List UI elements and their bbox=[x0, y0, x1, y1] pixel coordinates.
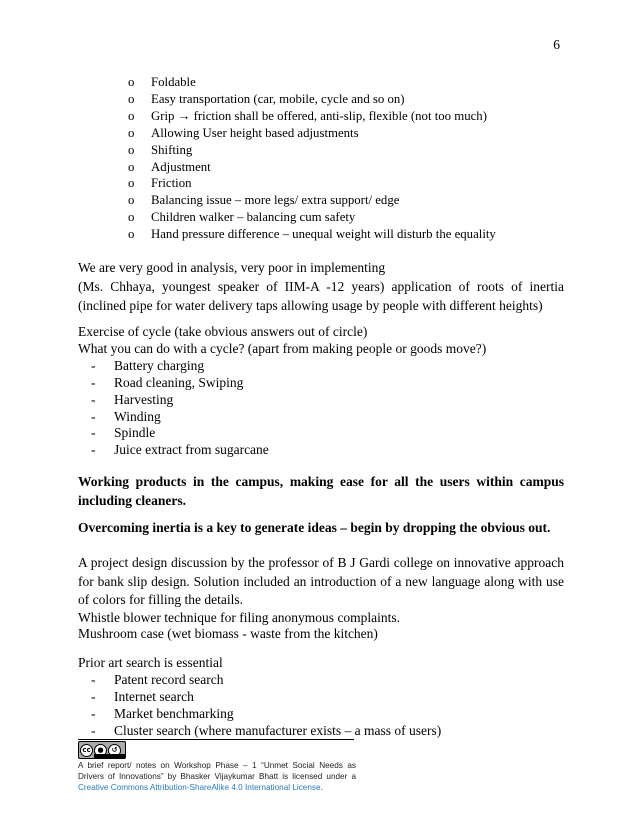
prior-art-list-item bbox=[78, 689, 564, 706]
bullet-item bbox=[128, 125, 568, 142]
bullet-text: Allowing User height based adjustments bbox=[151, 125, 359, 140]
cc-icon: cc bbox=[80, 744, 93, 757]
list-marker: o bbox=[128, 125, 135, 140]
bullet-item bbox=[128, 159, 568, 176]
list-marker: o bbox=[128, 75, 135, 89]
list-marker: o bbox=[128, 176, 135, 191]
cycle-list-text: Juice extract from sugarcane bbox=[114, 442, 269, 458]
prior-art-list-item bbox=[78, 723, 564, 740]
list-marker: o bbox=[128, 193, 135, 208]
whistle-blower-text: Whistle blower technique for filing anonymous complaints. bbox=[78, 609, 401, 625]
bullet-text: Foldable bbox=[151, 75, 196, 89]
bullet-text: Easy transportation (car, mobile, cycle and so on) bbox=[151, 91, 405, 106]
cycle-list bbox=[78, 358, 564, 459]
prior-art-list-text: Patent record search bbox=[114, 671, 224, 687]
footer-text: A brief report/ notes on Workshop Phase – 1 “Unmet Social Needs as Drivers of Innovations” by Bhasker Vijaykumar Bhatt is licensed under a bbox=[78, 761, 356, 781]
bullet-list bbox=[128, 74, 568, 243]
paragraph-line: We are very good in analysis, very poor in implementing bbox=[78, 260, 386, 275]
list-marker: - bbox=[91, 671, 96, 687]
by-icon: ● bbox=[94, 744, 107, 757]
bullet-text: Shifting bbox=[151, 142, 193, 157]
list-marker: - bbox=[91, 705, 96, 721]
list-marker: o bbox=[128, 91, 135, 106]
list-marker: - bbox=[91, 391, 96, 407]
list-marker: - bbox=[91, 357, 96, 373]
cycle-list-text: Road cleaning, Swiping bbox=[114, 374, 244, 390]
list-marker: o bbox=[128, 142, 135, 157]
prior-art-list-text: Internet search bbox=[114, 688, 194, 704]
prior-art-section bbox=[78, 655, 564, 740]
cycle-list-text: Battery charging bbox=[114, 357, 205, 373]
paragraph-line: (Ms. Chhaya, youngest speaker of IIM-A -12 years) application of roots of inertia (inclined pipe for water delivery taps allowing usage by people with different heights) bbox=[78, 278, 564, 313]
cycle-list-item bbox=[78, 392, 564, 409]
list-marker: o bbox=[128, 227, 135, 242]
list-marker: o bbox=[128, 210, 135, 225]
list-marker: - bbox=[91, 425, 96, 441]
bullet-item bbox=[128, 74, 568, 91]
list-marker: - bbox=[91, 408, 96, 424]
bullet-item bbox=[128, 192, 568, 209]
list-marker: - bbox=[91, 374, 96, 390]
bold-statement-campus: Working products in the campus, making ease for all the users within campus including cleaners. bbox=[78, 474, 564, 508]
cycle-list-text: Harvesting bbox=[114, 391, 174, 407]
cycle-list-item bbox=[78, 409, 564, 426]
bullet-text: Balancing issue – more legs/ extra support/ edge bbox=[151, 193, 400, 208]
bold-statement-inertia: Overcoming inertia is a key to generate ideas – begin by dropping the obvious out. bbox=[78, 520, 551, 535]
license-footer: A brief report/ notes on Workshop Phase – 1 “Unmet Social Needs as Drivers of Innovations” by Bhasker Vijaykumar Bhatt is licensed under a Creative Commons Attribution-ShareAlike 4.0 International License. bbox=[78, 761, 356, 792]
bullet-item bbox=[128, 209, 568, 226]
prior-art-list-text: Market benchmarking bbox=[114, 705, 234, 721]
bullet-text: Friction bbox=[151, 176, 192, 191]
bank-slip-text: A project design discussion by the professor of B J Gardi college on innovative approach for bank slip design. Solution included an introduction of a new language along with use of colors for filling the details. bbox=[78, 555, 564, 607]
paragraph-bank-slip bbox=[78, 554, 564, 643]
bullet-item bbox=[128, 226, 568, 243]
bullet-item bbox=[128, 108, 568, 125]
cycle-question: What you can do with a cycle? (apart from making people or goods move?) bbox=[78, 340, 487, 356]
prior-art-list-item bbox=[78, 672, 564, 689]
prior-art-list bbox=[78, 672, 564, 740]
prior-art-title: Prior art search is essential bbox=[78, 655, 223, 670]
license-link[interactable]: Creative Commons Attribution-ShareAlike 4.0 International License bbox=[78, 783, 321, 792]
prior-art-list-text: Cluster search (where manufacturer exists – a mass of users) bbox=[114, 722, 442, 738]
prior-art-list-item bbox=[78, 706, 564, 723]
cc-license-badge[interactable] bbox=[78, 741, 126, 759]
cycle-list-item bbox=[78, 358, 564, 375]
list-marker: - bbox=[91, 722, 96, 738]
mushroom-text: Mushroom case (wet biomass - waste from the kitchen) bbox=[78, 626, 378, 642]
list-marker: - bbox=[91, 442, 96, 458]
page-number: 6 bbox=[553, 37, 560, 52]
cycle-list-item bbox=[78, 425, 564, 442]
cycle-exercise bbox=[78, 324, 564, 459]
bullet-item bbox=[128, 142, 568, 159]
footer-divider bbox=[78, 739, 354, 740]
cycle-heading: Exercise of cycle (take obvious answers out of circle) bbox=[78, 324, 368, 339]
paragraph-analysis bbox=[78, 260, 564, 315]
bullet-item bbox=[128, 91, 568, 108]
sa-icon: ↺ bbox=[108, 744, 121, 757]
bullet-text: Hand pressure difference – unequal weight will disturb the equality bbox=[151, 227, 496, 242]
cycle-list-text: Winding bbox=[114, 408, 161, 424]
bullet-text: Children walker – balancing cum safety bbox=[151, 210, 356, 225]
list-marker: - bbox=[91, 688, 96, 704]
cycle-list-text: Spindle bbox=[114, 425, 156, 441]
cycle-list-item bbox=[78, 442, 564, 459]
bullet-item bbox=[128, 175, 568, 192]
list-marker: o bbox=[128, 108, 135, 123]
list-marker: o bbox=[128, 159, 135, 174]
bullet-text: Adjustment bbox=[151, 159, 211, 174]
bullet-text: Grip → friction shall be offered, anti-slip, flexible (not too much) bbox=[151, 108, 487, 123]
cycle-list-item bbox=[78, 375, 564, 392]
